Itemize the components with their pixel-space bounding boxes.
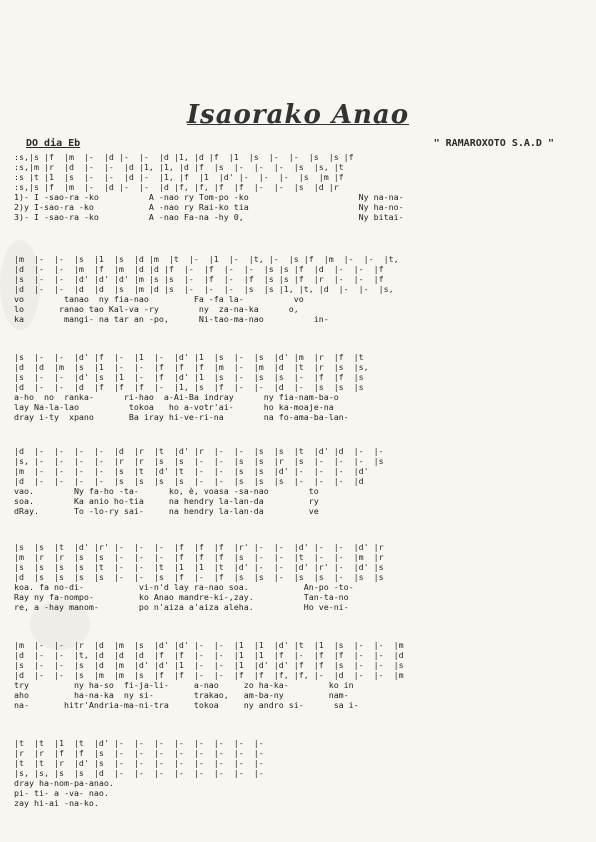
solfa-voice-line: |d |- |- |- |- |d |r |t |d' |r |- |- |s |s |t |d' |d |- |- xyxy=(14,446,384,456)
solfa-voice-line: |d |s |s |s |s |- |- |s |f |- |f |s |s |- |s |s |- |s |s xyxy=(14,572,384,582)
solfa-voice-line: :s |t |1 |s |- |- |d |- |1, |f |1 |d' |- |- |- |s |m |f xyxy=(14,172,344,182)
page-title: Isaorako Anao xyxy=(186,100,410,130)
lyric-line: re, a -hay manom- po n'aiza a'aiza aleha. Ho ve-ni- xyxy=(14,602,349,612)
solfa-voice-line: |d |d |m |s |1 |- |- |f |f |f |m |- |m |d |t |r |s |s, xyxy=(14,362,369,372)
lyric-line: koa. fa no-di- vi-n'd lay ra-nao soa. An-po -to- xyxy=(14,582,354,592)
lyric-line: dray i-ty xpano Ba iray hi-ve-ri-na na fo-ama-ba-lan- xyxy=(14,412,349,422)
solfa-voice-line: |m |r |r |s |s |- |- |- |f |f |f |s |- |- |t |- |- |m |r xyxy=(14,552,384,562)
score-system xyxy=(14,352,584,422)
lyric-line: zay hi-ai -na-ko. xyxy=(14,798,99,808)
lyric-line: na- hitr'Andria-ma-ni-tra tokoa ny andro si- sa i- xyxy=(14,700,359,710)
solfa-voice-line: |r |r |f |f |s |- |- |- |- |- |- |- |- xyxy=(14,748,264,758)
lyric-line: dray ha-nom-pa-anao. xyxy=(14,778,114,788)
score-system xyxy=(14,542,584,612)
lyric-line: dRay. To -lo-ry sai- na hendry la-lan-da ve xyxy=(14,506,319,516)
solfa-voice-line: |s |- |- |s |d |m |d' |d' |1 |- |- |1 |d' |d' |f |f |s |- |- |s xyxy=(14,660,404,670)
lyric-line: 3)- I -sao-ra -ko A -nao Fa-na -hy 0, Ny bitai- xyxy=(14,212,404,222)
solfa-voice-line: |d |- |- |t, |d |d |d |f |f |- |- |1 |1 |f |- |f |f |- |- |d xyxy=(14,650,404,660)
solfa-voice-line: |m |- |- |r |d |m |s |d' |d' |- |- |1 |1 |d' |t |1 |s |- |- |m xyxy=(14,640,404,650)
solfa-voice-line: :s,|s |f |m |- |d |- |- |d |f, |f, |f |f |- |- |s |d |r xyxy=(14,182,339,192)
solfa-voice-line: |s |- |- |d' |f |- |1 |- |d' |1 |s |- |s |d' |m |r |f |t xyxy=(14,352,364,362)
composer-name: " RAMAROXOTO S.A.D " xyxy=(433,138,554,149)
solfa-voice-line: |s |- |- |d' |s |1 |- |f |d' |1 |s |- |s |s |- |f |f |s xyxy=(14,372,364,382)
solfa-voice-line: |s |s |s |s |t |- |- |t |1 |1 |t |d' |- |- |d' |r' |- |d' |s xyxy=(14,562,384,572)
solfa-voice-line: |s |s |t |d' |r' |- |- |- |f |f |f |r' |- |- |d' |- |- |d' |r xyxy=(14,542,384,552)
solfa-voice-line: |d |- |- |d |d |s |m |d |s |- |- |- |s |s |1, |t, |d |- |- |s, xyxy=(14,284,394,294)
lyric-line: lay Na-la-lao tokoa ho a-votr'ai- ho ka-moaje-na xyxy=(14,402,334,412)
solfa-voice-line: |m |- |- |- |- |s |t |d' |t |- |- |s |s |d' |- |- |- |d' xyxy=(14,466,369,476)
lyric-line: Ray ny fa-nompo- ko Anao mandre-ki-,zay. Tan-ta-no xyxy=(14,592,349,602)
solfa-voice-line: :s,|m |r |d |- |- |d |1, |1, |d |f |s |- |- |- |s |s, |t xyxy=(14,162,344,172)
solfa-voice-line: |d |- |- |m |f |m |d |d |f |- |f |- |- |s |s |f |d |- |- |f xyxy=(14,264,384,274)
solfa-voice-line: |s |- |- |d' |d' |d' |m |s |s |- |f |- |f |s |s |f |r |- |- |f xyxy=(14,274,384,284)
score-system xyxy=(14,640,584,710)
solfa-voice-line: |m |- |- |s |1 |s |d |m |t |- |1 |- |t, |- |s |f |m |- |- |t, xyxy=(14,254,399,264)
lyric-line: 2)y I-sao-ra -ko A -nao ry Rai-ko tia Ny ha-no- xyxy=(14,202,404,212)
score-system xyxy=(14,446,584,516)
solfa-voice-line: |d |- |- |d |f |f |f |- |1, |s |f |- |- |d |- |s |s |s xyxy=(14,382,364,392)
solfa-voice-line: |d |- |- |s |m |m |s |f |f |- |- |f |f |f, |f, |- |d |- |- |m xyxy=(14,670,404,680)
lyric-line: vo tanao ny fia-nao Fa -fa la- vo xyxy=(14,294,304,304)
lyric-line: vao. Ny fa-ho -ta- ko, è, voasa -sa-nao to xyxy=(14,486,319,496)
score-system xyxy=(14,152,584,222)
lyric-line: 1)- I -sao-ra -ko A -nao ry Tom-po -ko Ny na-na- xyxy=(14,192,404,202)
lyric-line: try ny ha-so fi-ja-li- a-nao zo ha-ka- ko in xyxy=(14,680,354,690)
solfa-voice-line: :s,|s |f |m |- |d |- |- |d |1, |d |f |1 |s |- |- |s |s |f xyxy=(14,152,354,162)
solfa-voice-line: |t |t |1 |t |d' |- |- |- |- |- |- |- |- xyxy=(14,738,264,748)
solfa-voice-line: |t |t |r |d' |s |- |- |- |- |- |- |- |- xyxy=(14,758,264,768)
solfa-voice-line: |d |- |- |- |- |s |s |s |s |- |- |s |s |s |- |- |- |d xyxy=(14,476,364,486)
solfa-voice-line: |s, |s, |s |s |d |- |- |- |- |- |- |- |- xyxy=(14,768,264,778)
lyric-line: pi- ti- a -va- nao. xyxy=(14,788,109,798)
lyric-line: ka mangi- na tar an -po, Ni-tao-ma-nao in- xyxy=(14,314,329,324)
lyric-line: aho ha-na-ka ny si- trakao, am-ba-ny nam- xyxy=(14,690,349,700)
lyric-line: soa. Ka anio ho-tia na hendry la-lan-da ry xyxy=(14,496,319,506)
score-system xyxy=(14,738,584,808)
lyric-line: lo ranao tao Kal-va -ry ny za-na-ka o, xyxy=(14,304,299,314)
solfa-voice-line: |s, |- |- |- |- |r |r |s |s |- |- |s |s |r |s |- |- |- |s xyxy=(14,456,384,466)
key-signature: DO dia Eb xyxy=(26,138,81,149)
lyric-line: a-ho no ranka- ri-hao a-Ai-Ba indray ny fia-nam-ba-o xyxy=(14,392,339,402)
score-system xyxy=(14,254,584,324)
